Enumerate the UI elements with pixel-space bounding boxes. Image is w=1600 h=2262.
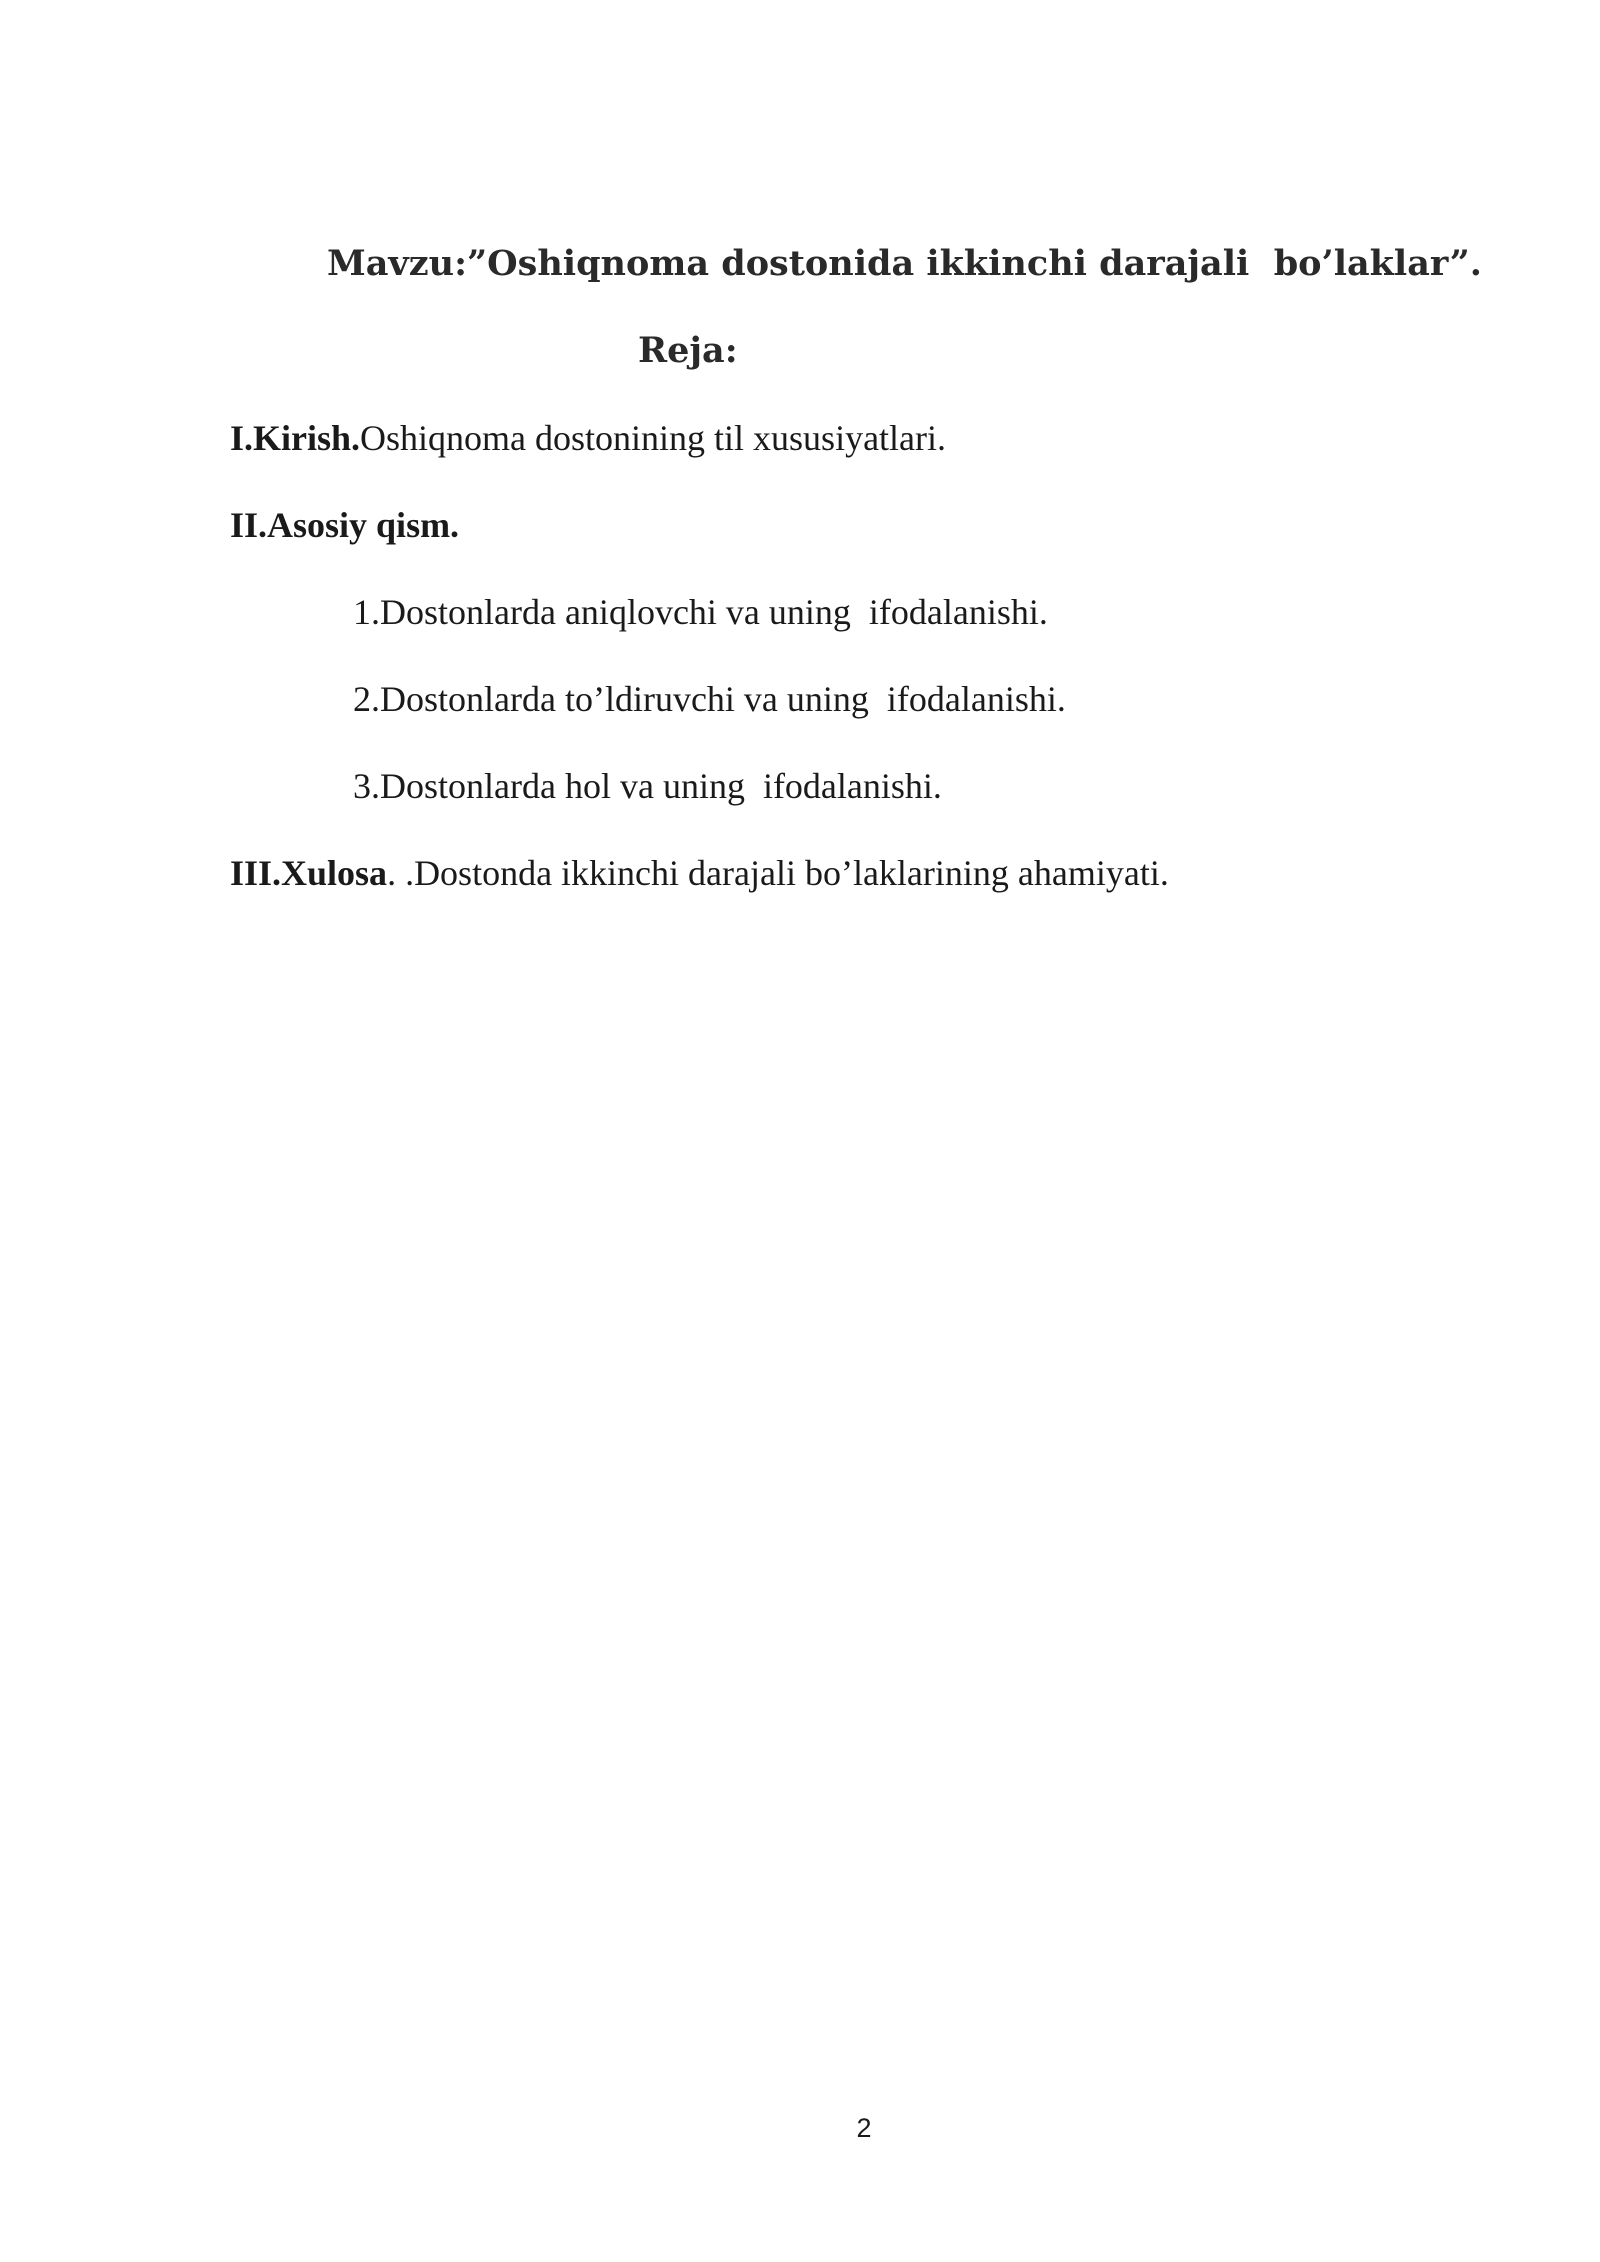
plan-item: 3.Dostonlarda hol va uning ifodalanishi.	[353, 766, 942, 806]
section-text: . .Dostonda ikkinchi darajali bo’laklarining ahamiyati.	[387, 853, 1169, 893]
section-label: I.Kirish.	[230, 418, 361, 458]
section-main-part	[230, 503, 459, 547]
section-introduction	[230, 416, 946, 460]
plan-item: 2.Dostonlarda to’ldiruvchi va uning ifodalanishi.	[353, 679, 1066, 719]
document-title: Mavzu:”Oshiqnoma dostonida ikkinchi darajali bo’laklar”.	[327, 243, 1482, 284]
section-conclusion	[230, 851, 1169, 895]
plan-heading: Reja:	[638, 330, 738, 371]
section-text: Oshiqnoma dostonining til xususiyatlari.	[360, 418, 947, 458]
section-label: II.Asosiy qism.	[230, 505, 460, 545]
section-label: III.Xulosa	[230, 853, 388, 893]
plan-item: 1.Dostonlarda aniqlovchi va uning ifodalanishi.	[353, 592, 1048, 632]
page-number: 2	[856, 2113, 872, 2143]
